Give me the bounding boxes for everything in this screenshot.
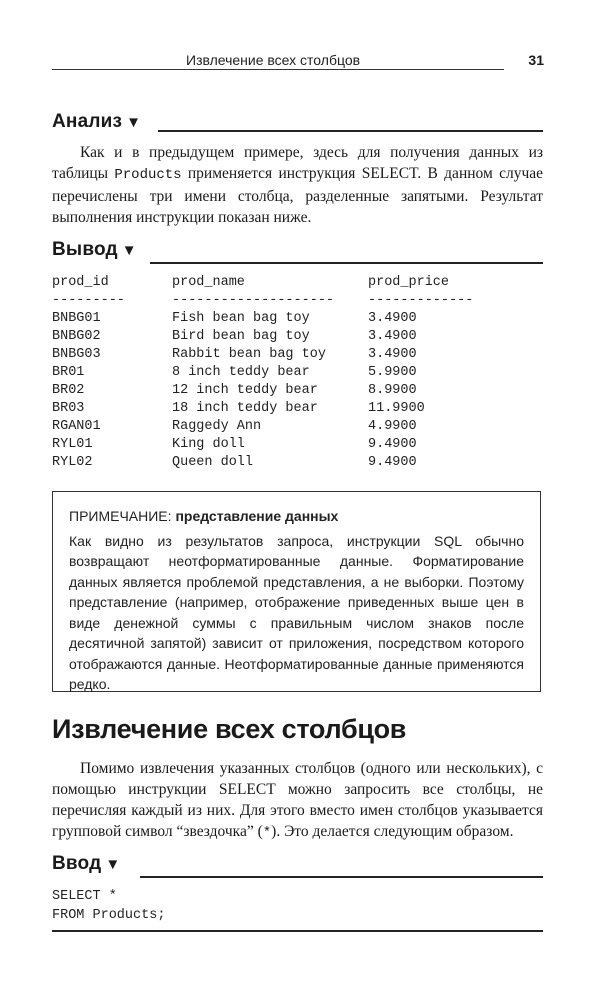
input-code-block — [52, 887, 165, 925]
cell-prod-name: 18 inch teddy bear — [172, 400, 318, 416]
section-heading: Извлечение всех столбцов — [52, 714, 407, 744]
analysis-text-1: Как и в предыдущем примере, здесь для получения данных из таблицы — [52, 144, 543, 182]
table-row — [52, 399, 508, 417]
column-header: prod_name — [172, 274, 245, 290]
cell-prod-price: 11.9900 — [368, 400, 425, 416]
table-row — [52, 345, 508, 363]
cell-prod-price: 9.4900 — [368, 436, 417, 452]
analysis-code-products: Products — [114, 167, 182, 183]
section-code-asterisk: * — [262, 825, 272, 841]
column-header: prod_price — [368, 274, 450, 290]
page-number: 31 — [528, 52, 544, 68]
table-row — [52, 417, 508, 435]
cell-prod-id: BNBG02 — [52, 328, 101, 344]
cell-prod-price: 9.4900 — [368, 454, 417, 470]
separator: -------------------- — [172, 292, 335, 308]
down-triangle-icon: ▼ — [126, 114, 142, 131]
cell-prod-id: RYL01 — [52, 436, 93, 452]
section-text-2: ). Это делается следующим образом. — [271, 823, 514, 840]
table-row — [52, 453, 508, 471]
analysis-text-2: применяется инструкция SELECT. В данном случае перечислены три имени столбца, разделенные запятыми. Результат выполнения инструкции показан ниже. — [52, 165, 543, 226]
note-prefix: ПРИМЕЧАНИЕ: — [69, 508, 172, 524]
cell-prod-name: Raggedy Ann — [172, 418, 262, 434]
note-text: Как видно из результатов запроса, инструкции SQL обычно возвращают неотформатированные данные. Форматирование данных является проблемой представления, а не выборки. Поэтому представление (например, отображение приведенных выше цен в виде денежной суммы с правильным числом знаков после десятичной запятой) зависит от приложения, посредством которого отображаются данные. Неотформатированные данные применяются редко. — [69, 532, 524, 692]
cell-prod-price: 5.9900 — [368, 364, 417, 380]
note-box — [52, 491, 541, 692]
output-label-text: Вывод — [52, 239, 118, 260]
output-divider — [150, 262, 543, 264]
down-triangle-icon: ▼ — [121, 242, 137, 259]
section-paragraph — [52, 758, 543, 844]
cell-prod-price: 3.4900 — [368, 328, 417, 344]
code-line: FROM Products; — [52, 908, 166, 923]
cell-prod-id: RGAN01 — [52, 418, 101, 434]
running-header-title: Извлечение всех столбцов — [186, 52, 361, 68]
table-row — [52, 363, 508, 381]
separator: --------- — [52, 292, 125, 308]
cell-prod-id: BR02 — [52, 382, 85, 398]
column-header: prod_id — [52, 274, 109, 290]
cell-prod-name: Queen doll — [172, 454, 254, 470]
cell-prod-name: King doll — [172, 436, 245, 452]
table-header-row — [52, 273, 508, 291]
note-title: представление данных — [175, 508, 339, 524]
cell-prod-name: 8 inch teddy bear — [172, 364, 310, 380]
input-bottom-divider — [52, 930, 543, 932]
input-label-text: Ввод — [52, 853, 102, 874]
down-triangle-icon: ▼ — [105, 856, 121, 873]
code-line: SELECT * — [52, 889, 117, 904]
cell-prod-price: 8.9900 — [368, 382, 417, 398]
cell-prod-name: 12 inch teddy bear — [172, 382, 318, 398]
table-row — [52, 309, 508, 327]
cell-prod-name: Rabbit bean bag toy — [172, 346, 326, 362]
section-text-1: Помимо извлечения указанных столбцов (одного или нескольких), с помощью инструкции SELECT можно запросить все столбцы, не перечисляя каждый из них. Для этого вместо имен столбцов указывается групповой символ “звездочка” ( — [52, 760, 543, 840]
table-row — [52, 381, 508, 399]
input-divider — [140, 876, 543, 878]
cell-prod-id: BR01 — [52, 364, 85, 380]
cell-prod-id: BNBG01 — [52, 310, 101, 326]
input-label — [52, 853, 120, 875]
table-row — [52, 435, 508, 453]
analysis-label — [52, 111, 141, 133]
table-separator-row — [52, 291, 508, 309]
cell-prod-id: RYL02 — [52, 454, 93, 470]
header-divider — [52, 69, 504, 70]
note-heading — [69, 506, 524, 527]
cell-prod-price: 3.4900 — [368, 346, 417, 362]
cell-prod-id: BR03 — [52, 400, 85, 416]
separator: ------------- — [368, 292, 474, 308]
output-label — [52, 239, 137, 261]
analysis-paragraph — [52, 142, 543, 228]
table-row — [52, 327, 508, 345]
cell-prod-price: 3.4900 — [368, 310, 417, 326]
cell-prod-id: BNBG03 — [52, 346, 101, 362]
output-table — [52, 273, 508, 471]
analysis-label-text: Анализ — [52, 111, 123, 132]
cell-prod-name: Bird bean bag toy — [172, 328, 310, 344]
cell-prod-price: 4.9900 — [368, 418, 417, 434]
analysis-divider — [158, 130, 543, 132]
cell-prod-name: Fish bean bag toy — [172, 310, 310, 326]
